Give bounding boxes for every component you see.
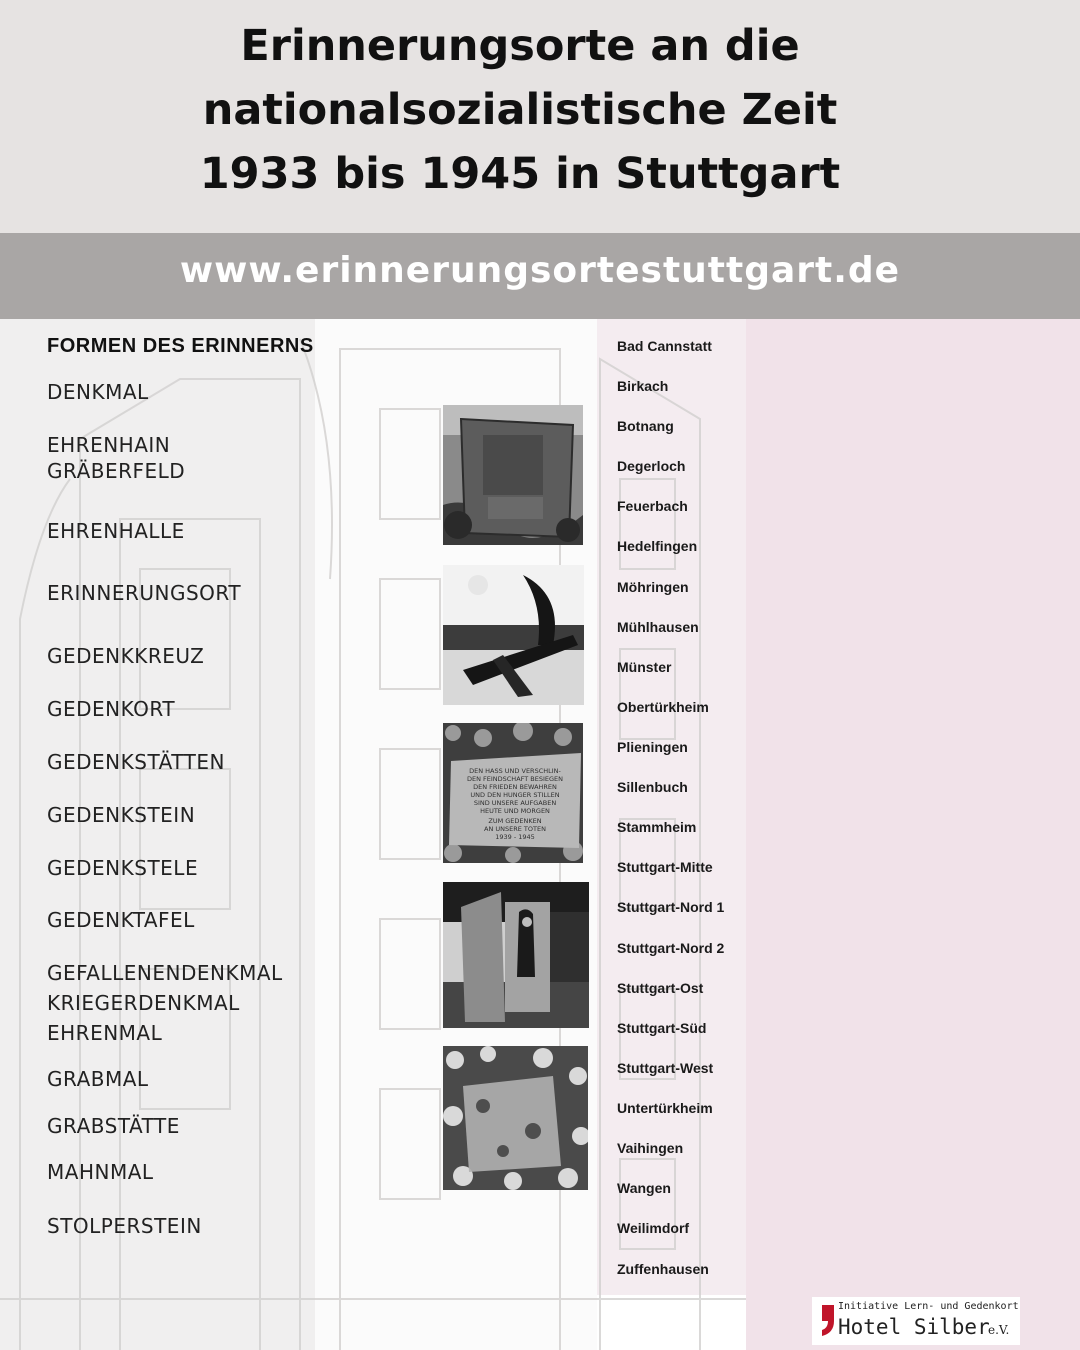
form-item-ehrenhalle: EHRENHALLE bbox=[47, 519, 185, 543]
district-obertuerkheim: Obertürkheim bbox=[617, 699, 709, 715]
forms-heading: FORMEN DES ERINNERNS bbox=[47, 335, 314, 357]
district-stuttgart-sued: Stuttgart-Süd bbox=[617, 1020, 707, 1036]
district-plieningen: Plieningen bbox=[617, 739, 688, 755]
inscription-line-9: 1939 - 1945 bbox=[495, 833, 535, 841]
form-item-grabmal: GRABMAL bbox=[47, 1067, 149, 1091]
form-item-stolperstein: STOLPERSTEIN bbox=[47, 1214, 202, 1238]
district-birkach: Birkach bbox=[617, 378, 669, 394]
photo-sculpture bbox=[443, 565, 584, 705]
inscription-line-5: SIND UNSERE AUFGABEN bbox=[473, 799, 557, 807]
form-item-kriegerdenkmal: KRIEGERDENKMAL bbox=[47, 991, 240, 1015]
form-item-gedenkstein: GEDENKSTEIN bbox=[47, 803, 196, 827]
district-vaihingen: Vaihingen bbox=[617, 1140, 684, 1156]
district-muehlhausen: Mühlhausen bbox=[617, 619, 699, 635]
form-item-gedenkstele: GEDENKSTELE bbox=[47, 856, 199, 880]
form-item-mahnmal: MAHNMAL bbox=[47, 1160, 154, 1184]
title-line-3: 1933 bis 1945 in Stuttgart bbox=[199, 149, 841, 199]
inscription-line-6: HEUTE UND MORGEN bbox=[480, 807, 550, 815]
district-untertuerkheim: Untertürkheim bbox=[617, 1100, 713, 1116]
district-degerloch: Degerloch bbox=[617, 458, 686, 474]
logo-comma-icon bbox=[818, 1303, 836, 1337]
url-bar bbox=[0, 233, 1080, 319]
district-zuffenhausen: Zuffenhausen bbox=[617, 1261, 709, 1277]
district-stammheim: Stammheim bbox=[617, 819, 697, 835]
district-wangen: Wangen bbox=[617, 1180, 671, 1196]
district-botnang: Botnang bbox=[617, 418, 674, 434]
form-item-graeberfeld: GRÄBERFELD bbox=[47, 459, 186, 483]
district-muenster: Münster bbox=[617, 659, 672, 675]
district-stuttgart-nord-1: Stuttgart-Nord 1 bbox=[617, 899, 725, 915]
photo-stele bbox=[443, 882, 589, 1028]
district-stuttgart-ost: Stuttgart-Ost bbox=[617, 980, 704, 996]
district-stuttgart-mitte: Stuttgart-Mitte bbox=[617, 859, 713, 875]
inscription-line-8: AN UNSERE TOTEN bbox=[484, 825, 546, 833]
website-url[interactable]: www.erinnerungsortestuttgart.de bbox=[179, 250, 901, 291]
inscription-line-4: UND DEN HUNGER STILLEN bbox=[470, 791, 560, 799]
form-item-denkmal: DENKMAL bbox=[47, 380, 149, 404]
form-item-gefallenendenkmal: GEFALLENENDENKMAL bbox=[47, 961, 283, 985]
logo-tagline: Initiative Lern- und Gedenkort bbox=[838, 1301, 1019, 1312]
district-weilimdorf: Weilimdorf bbox=[617, 1220, 690, 1236]
inscription-line-7: ZUM GEDENKEN bbox=[488, 817, 542, 825]
district-stuttgart-nord-2: Stuttgart-Nord 2 bbox=[617, 940, 725, 956]
background-pink-panel bbox=[746, 319, 1080, 1350]
form-item-gedenkkreuz: GEDENKKREUZ bbox=[47, 644, 205, 668]
hotel-silber-logo[interactable] bbox=[812, 1297, 1020, 1345]
header bbox=[0, 0, 1080, 233]
photo-grave-stone bbox=[443, 1046, 588, 1190]
district-bad-cannstatt: Bad Cannstatt bbox=[617, 338, 712, 354]
photo-inscription-plaque bbox=[443, 723, 583, 863]
photo-memorial-stone bbox=[443, 405, 583, 545]
form-item-ehrenhain: EHRENHAIN bbox=[47, 433, 171, 457]
inscription-line-2: DEN FEINDSCHAFT BESIEGEN bbox=[466, 775, 564, 783]
form-item-gedenkort: GEDENKORT bbox=[47, 697, 176, 721]
title-line-2: nationalsozialistische Zeit bbox=[202, 85, 838, 135]
district-moehringen: Möhringen bbox=[617, 579, 689, 595]
page-title bbox=[0, 14, 1040, 206]
form-item-erinnerungsort: ERINNERUNGSORT bbox=[47, 581, 242, 605]
district-hedelfingen: Hedelfingen bbox=[617, 538, 698, 554]
form-item-grabstaette: GRABSTÄTTE bbox=[47, 1114, 180, 1138]
title-line-1: Erinnerungsorte an die bbox=[240, 21, 800, 71]
district-feuerbach: Feuerbach bbox=[617, 498, 688, 514]
inscription-line-1: DEN HASS UND VERSCHLIN- bbox=[469, 767, 561, 775]
district-stuttgart-west: Stuttgart-West bbox=[617, 1060, 714, 1076]
form-item-gedenktafel: GEDENKTAFEL bbox=[47, 908, 195, 932]
logo-suffix: e.V. bbox=[988, 1323, 1010, 1337]
form-item-ehrenmal: EHRENMAL bbox=[47, 1021, 163, 1045]
logo-name: Hotel Silber bbox=[838, 1315, 990, 1339]
inscription-line-3: DEN FRIEDEN BEWAHREN bbox=[473, 783, 557, 791]
district-sillenbuch: Sillenbuch bbox=[617, 779, 688, 795]
form-item-gedenkstaetten: GEDENKSTÄTTEN bbox=[47, 750, 225, 774]
